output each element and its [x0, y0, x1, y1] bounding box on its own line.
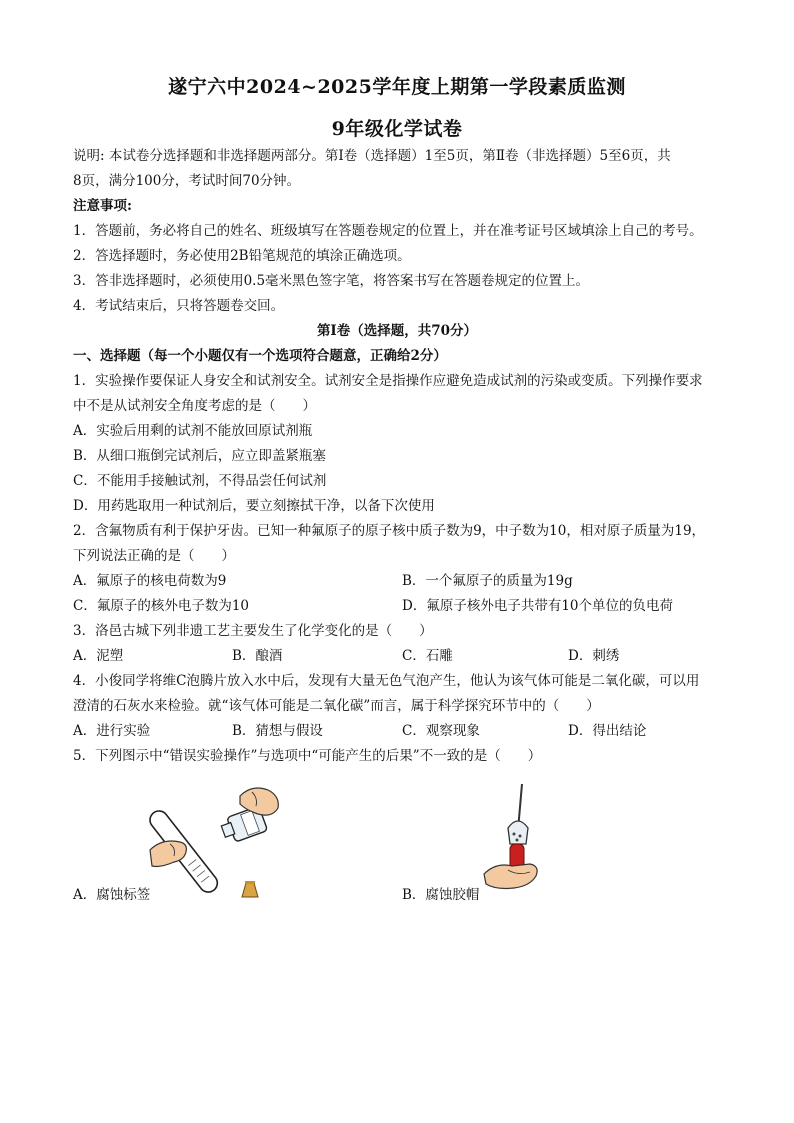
q3-option-b: B．酿酒 — [232, 648, 283, 664]
intro-line-2: 8页，满分100分，考试时间70分钟。 — [73, 173, 301, 189]
section-title: 第Ⅰ卷（选择题，共70分） — [316, 323, 478, 339]
q2-option-b: B．一个氟原子的质量为19g — [402, 573, 573, 589]
q2-option-c: C．氟原子的核外电子数为10 — [73, 598, 250, 614]
exam-title: 遂宁六中2024~2025学年度上期第一学段素质监测 — [168, 76, 626, 98]
q4-option-c: C．观察现象 — [402, 723, 480, 739]
note-item: 2．答选择题时，务必使用2B铅笔规范的填涂正确选项。 — [73, 248, 411, 264]
q4-stem-line-2: 澄清的石灰水来检验。就“该气体可能是二氧化碳”而言，属于科学探究环节中的（ ） — [73, 698, 600, 714]
q5-option-a: A．腐蚀标签 — [73, 887, 151, 903]
q3-option-c: C．石雕 — [402, 648, 453, 664]
note-item: 4．考试结束后，只将答题卷交回。 — [73, 298, 285, 314]
q4-option-a: A．进行实验 — [73, 723, 151, 739]
q5-stem: 5．下列图示中“错误实验操作”与选项中“可能产生的后果”不一致的是（ ） — [73, 748, 542, 764]
q2-stem-line-1: 2．含氟物质有利于保护牙齿。已知一种氟原子的原子核中质子数为9，中子数为10，相对原子质量为19， — [73, 523, 706, 539]
q1-option-a: A．实验后用剩的试剂不能放回原试剂瓶 — [73, 423, 313, 439]
exam-subtitle: 9年级化学试卷 — [331, 118, 463, 140]
q3-option-d: D．刺绣 — [568, 648, 620, 664]
q1-option-d: D．用药匙取用一种试剂后，要立刻擦拭干净，以备下次使用 — [73, 498, 435, 514]
pouring-liquid-illustration — [140, 778, 290, 903]
q2-option-d: D．氟原子核外电子共带有10个单位的负电荷 — [402, 598, 674, 614]
q1-option-c: C．不能用手接触试剂，不得品尝任何试剂 — [73, 473, 327, 489]
q4-option-b: B．猜想与假设 — [232, 723, 323, 739]
note-item: 3．答非选择题时，必须使用0.5毫米黑色签字笔，将答案书写在答题卷规定的位置上。 — [73, 273, 590, 289]
q3-stem: 3．洛邑古城下列非遗工艺主要发生了化学变化的是（ ） — [73, 623, 433, 639]
q4-stem-line-1: 4．小俊同学将维C泡腾片放入水中后，发现有大量无色气泡产生，他认为该气体可能是二氧化碳，可以用 — [73, 673, 700, 689]
q4-option-d: D．得出结论 — [568, 723, 647, 739]
q1-stem-line-1: 1．实验操作要保证人身安全和试剂安全。试剂安全是指操作应避免造成试剂的污染或变质。下列操作要求 — [73, 373, 703, 389]
intro-line-1: 说明: 本试卷分选择题和非选择题两部分。第Ⅰ卷（选择题）1至5页，第Ⅱ卷（非选择题）5至6页，共 — [73, 148, 671, 164]
q2-stem-line-2: 下列说法正确的是（ ） — [73, 548, 235, 564]
q1-stem-line-2: 中不是从试剂安全角度考虑的是（ ） — [73, 398, 316, 414]
q3-option-a: A．泥塑 — [73, 648, 124, 664]
bottle-stopper-icon — [238, 880, 262, 898]
note-item: 1．答题前，务必将自己的姓名、班级填写在答题卷规定的位置上，并在准考证号区域填涂上自己的考号。 — [73, 223, 703, 239]
q2-option-a: A．氟原子的核电荷数为9 — [73, 573, 227, 589]
q5-option-b: B．腐蚀胶帽 — [402, 887, 480, 903]
dropper-illustration — [478, 778, 554, 898]
part-heading: 一、选择题（每一个小题仅有一个选项符合题意，正确给2分） — [73, 348, 447, 364]
notes-heading: 注意事项: — [73, 198, 132, 214]
q1-option-b: B．从细口瓶倒完试剂后，应立即盖紧瓶塞 — [73, 448, 326, 464]
